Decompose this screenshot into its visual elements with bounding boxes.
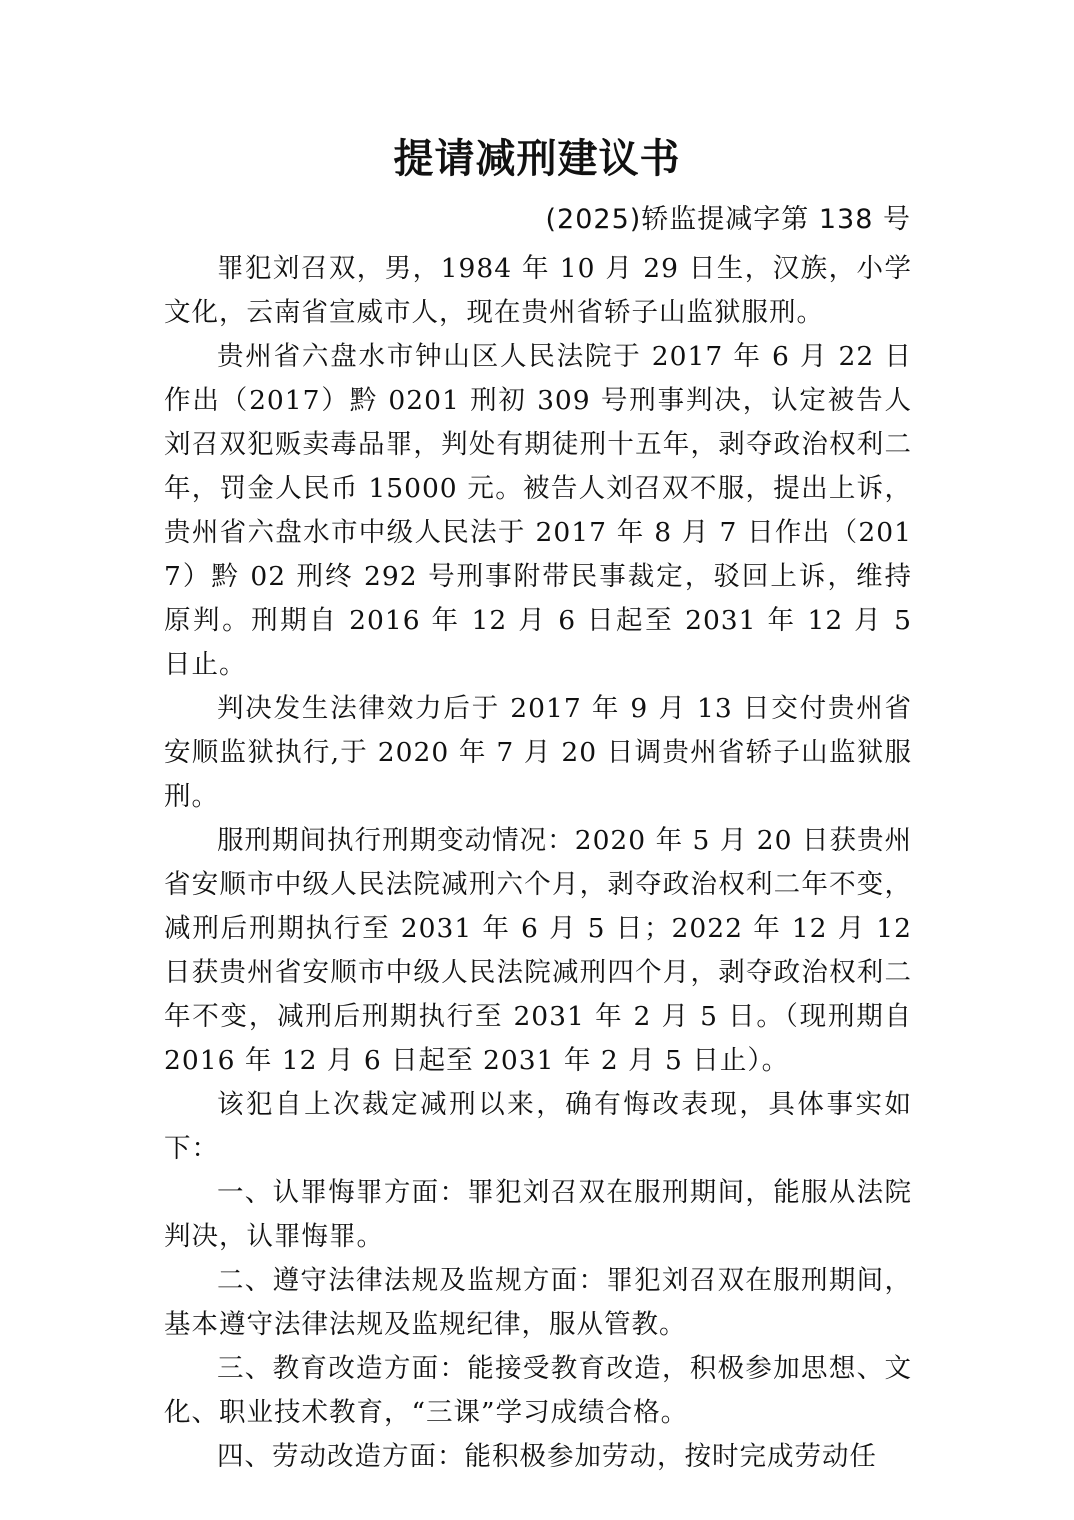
document-title: 提请减刑建议书 [393, 135, 681, 182]
document-number: (2025)轿监提减字第 138 号 [545, 204, 911, 235]
document-body [164, 247, 912, 1479]
paragraph-repentance-intro: 该犯自上次裁定减刑以来，确有悔改表现，具体事实如下： [164, 1089, 912, 1164]
paragraph-confession: 一、认罪悔罪方面：罪犯刘召双在服刑期间，能服从法院判决，认罪悔罪。 [164, 1177, 912, 1252]
paragraph-personal-info: 罪犯刘召双，男，1984 年 10 月 29 日生，汉族，小学文化，云南省宣威市人，现在贵州省轿子山监狱服刑。 [164, 253, 912, 328]
paragraph-labor: 四、劳动改造方面：能积极参加劳动，按时完成劳动任 [217, 1441, 877, 1472]
paragraph-rules-compliance: 二、遵守法律法规及监规方面：罪犯刘召双在服刑期间，基本遵守法律法规及监规纪律，服从管教。 [164, 1265, 912, 1340]
paragraph-education: 三、教育改造方面：能接受教育改造，积极参加思想、文化、职业技术教育，“三课”学习成绩合格。 [164, 1353, 912, 1428]
paragraph-original-judgment: 贵州省六盘水市钟山区人民法院于 2017 年 6 月 22 日作出（2017）黔 0201 刑初 309 号刑事判决，认定被告人刘召双犯贩卖毒品罪，判处有期徒刑十五年，剥夺政治权利二年，罚金人民币 15000 元。被告人刘召双不服，提出上诉，贵州省六盘水市中级人民法于 2017 年 8 月 7 日作出（2017）黔 02 刑终 292 号刑事附带民事裁定，驳回上诉，维持原判。刑期自 2016 年 12 月 6 日起至 2031 年 12 月 5 日止。 [164, 341, 912, 680]
paragraph-sentence-changes: 服刑期间执行刑期变动情况：2020 年 5 月 20 日获贵州省安顺市中级人民法院减刑六个月，剥夺政治权利二年不变，减刑后刑期执行至 2031 年 6 月 5 日；2022 年 12 月 12 日获贵州省安顺市中级人民法院减刑四个月，剥夺政治权利二年不变，减刑后刑期执行至 2031 年 2 月 5 日。（现刑期自 2016 年 12 月 6 日起至 2031 年 2 月 5 日止）。 [164, 825, 912, 1076]
paragraph-execution: 判决发生法律效力后于 2017 年 9 月 13 日交付贵州省安顺监狱执行,于 2020 年 7 月 20 日调贵州省轿子山监狱服刑。 [164, 693, 912, 812]
